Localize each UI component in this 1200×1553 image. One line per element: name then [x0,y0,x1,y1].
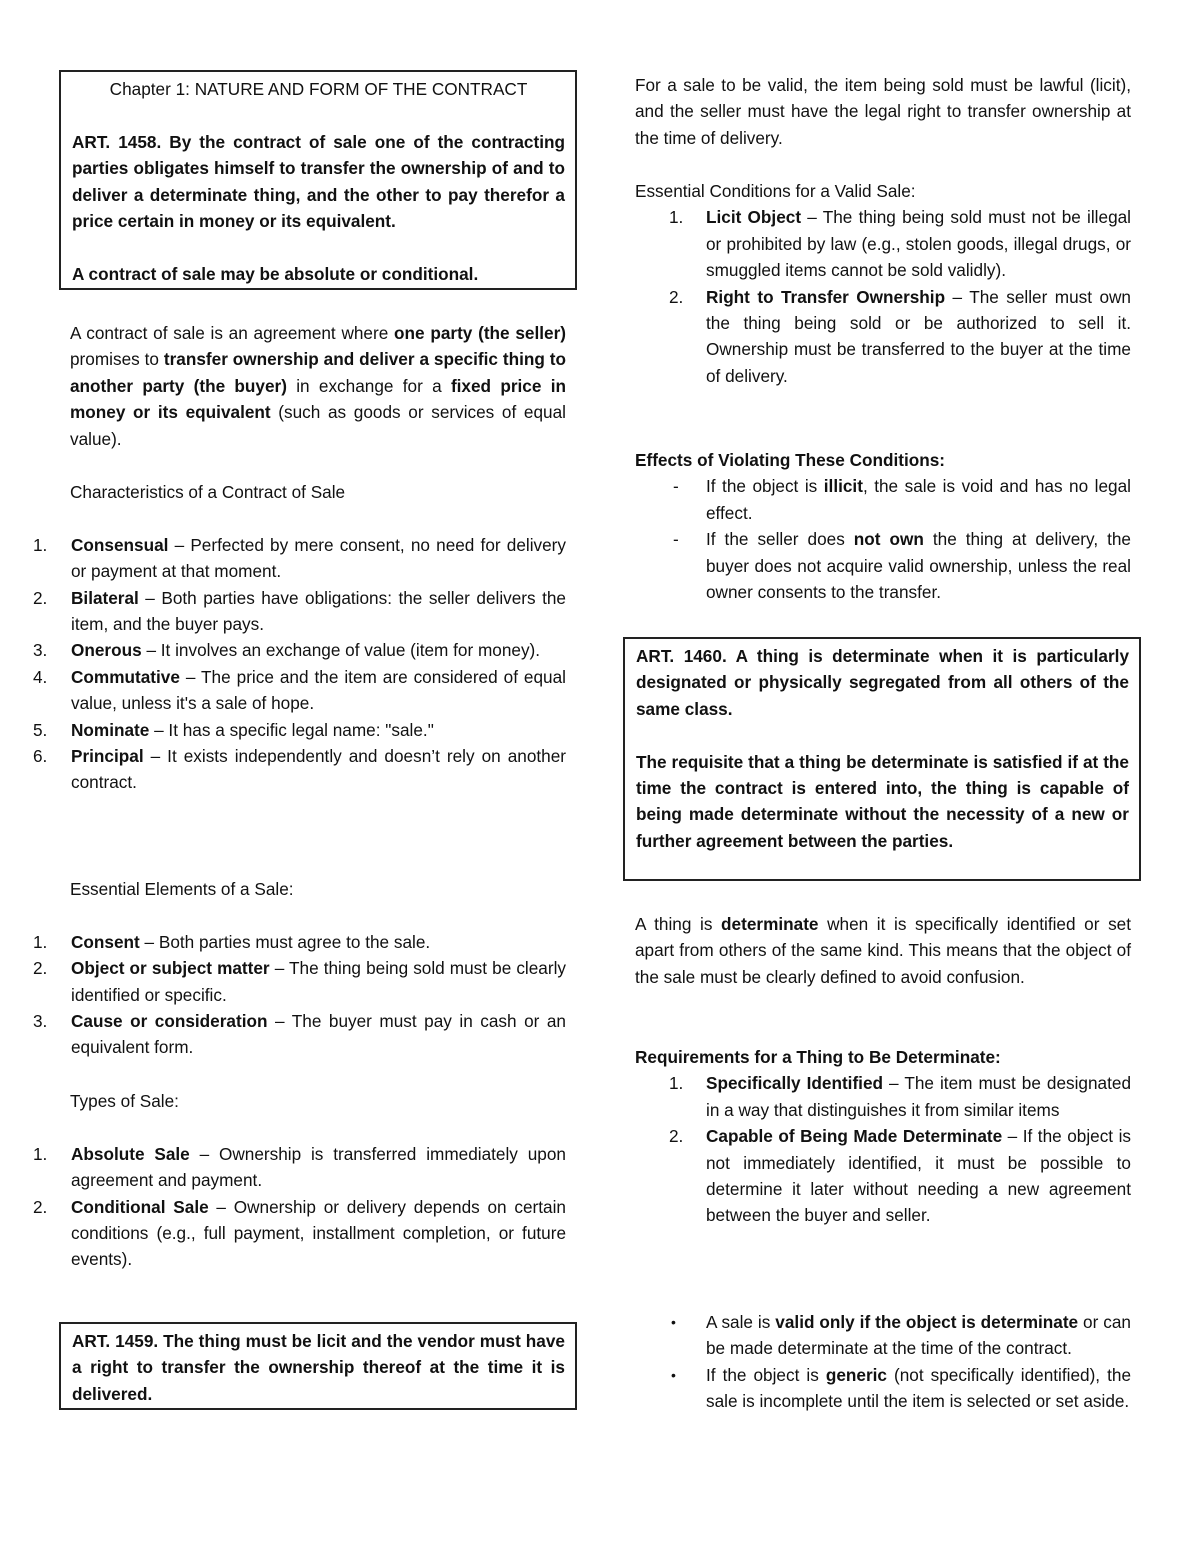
elements-section [33,876,566,1061]
effects-section [635,447,1131,605]
art-1460-text: . A thing is determinate when it is particularly designated or physically segregated from all others of the same class. [636,646,1130,719]
list-item: - If the seller does not own the thing at delivery, the buyer does not acquire valid ownership, unless the real owner consents to the transfer. [673,529,1131,603]
list-item: 2. Bilateral – Both parties have obligations: the seller delivers the item, and the buyer pays. [33,587,566,635]
list-item: 2. Capable of Being Made Determinate – If the object is not immediately identified, it must be possible to determine it later without needing a new agreement between the buyer and seller. [669,1126,1132,1226]
effects-heading: Effects of Violating These Conditions: [635,450,946,470]
elements-heading: Essential Elements of a Sale: [70,879,294,899]
list-item: 4. Commutative – The price and the item are considered of equal value, unless it's a sale of hope. [33,666,566,714]
list-item: 1. Specifically Identified – The item must be designated in a way that distinguishes it from similar items [669,1073,1132,1120]
list-item: 2. Object or subject matter – The thing being sold must be clearly identified or specific. [33,958,566,1005]
requirements-heading: Requirements for a Thing to Be Determinate: [635,1047,1001,1067]
list-item: 1. Consensual – Perfected by mere consent, no need for delivery or payment at that moment. [33,534,566,582]
art-1459-text: ART. 1459. The thing must be licit and the vendor must have a right to transfer the ownership thereof at the time it is delivered. [72,1331,565,1404]
list-item: 1. Licit Object – The thing being sold must not be illegal or prohibited by law (e.g., stolen goods, illegal drugs, or smuggled items cannot be sold validly). [669,207,1131,281]
art-1459-box [59,1322,577,1410]
bullet-icon: • [671,1366,676,1383]
characteristics-heading: Characteristics of a Contract of Sale [70,482,346,502]
list-item: 1. Absolute Sale – Ownership is transferred immediately upon agreement and payment. [33,1143,566,1191]
list-item: 3. Onerous – It involves an exchange of value (item for money). [33,640,541,661]
determinate-paragraph: A thing is determinate when it is specifically identified or set apart from others of the same kind. This means that the object of the sale must be clearly defined to avoid confusion. [635,914,1131,987]
bullets-section [635,1309,1131,1415]
list-item: 5. Nominate – It has a specific legal name: "sale." [33,719,434,740]
list-item: • A sale is valid only if the object is determinate or can be made determinate at the time of the contract. [635,1309,1131,1362]
chapter-title: Chapter 1: NATURE AND FORM OF THE CONTRACT [109,79,528,99]
art-1460-box [623,637,1141,881]
list-item: 6. Principal – It exists independently and doesn’t rely on another contract. [33,746,566,793]
conditions-heading: Essential Conditions for a Valid Sale: [635,181,916,201]
list-item: 3. Cause or consideration – The buyer must pay in cash or an equivalent form. [33,1011,566,1058]
art-1460-requisite: The requisite that a thing be determinate is satisfied if at the time the contract is entered into, the thing is capable of being made determinate without the necessity of a new or further agreement between the parties. [636,751,1129,851]
bullet-icon: • [671,1314,676,1330]
intro-paragraph: A contract of sale is an agreement where one party (the seller) promises to transfer ownership and deliver a specific thing to another party (the buyer) in exchange for a fixed price in money or its equivalent (such as goods or services of equal value). [70,323,566,449]
list-item: 2. Right to Transfer Ownership – The seller must own the thing being sold or be authorized to sell it. Ownership must be transferred to the buyer at the time of delivery. [669,286,1131,386]
validity-intro: For a sale to be valid, the item being sold must be lawful (licit), and the seller must have the legal right to transfer ownership at the time of delivery. [635,75,1131,148]
art-1460-label: ART. 1460 [636,646,722,666]
list-item: • If the object is generic (not specifically identified), the sale is incomplete until the item is selected or set aside. [635,1362,1131,1415]
art-1458-text: ART. 1458. By the contract of sale one of the contracting parties obligates himself to transfer the ownership of and to deliver a determinate thing, and the other to pay therefor a price certain in money or its equivalent. [72,131,565,232]
art-1458-absolute-conditional: A contract of sale may be absolute or conditional. [72,263,479,284]
types-heading: Types of Sale: [70,1091,179,1111]
conditions-section [635,178,1131,389]
chapter-1-box [59,70,577,290]
list-item: 2. Conditional Sale – Ownership or delivery depends on certain conditions (e.g., full payment, installment completion, or future events). [33,1196,566,1270]
list-item: 1. Consent – Both parties must agree to the sale. [33,931,431,952]
types-section [33,1088,566,1273]
list-item: - If the object is illicit, the sale is void and has no legal effect. [673,476,1131,523]
characteristics-section [33,479,566,796]
requirements-section [635,1044,1131,1229]
